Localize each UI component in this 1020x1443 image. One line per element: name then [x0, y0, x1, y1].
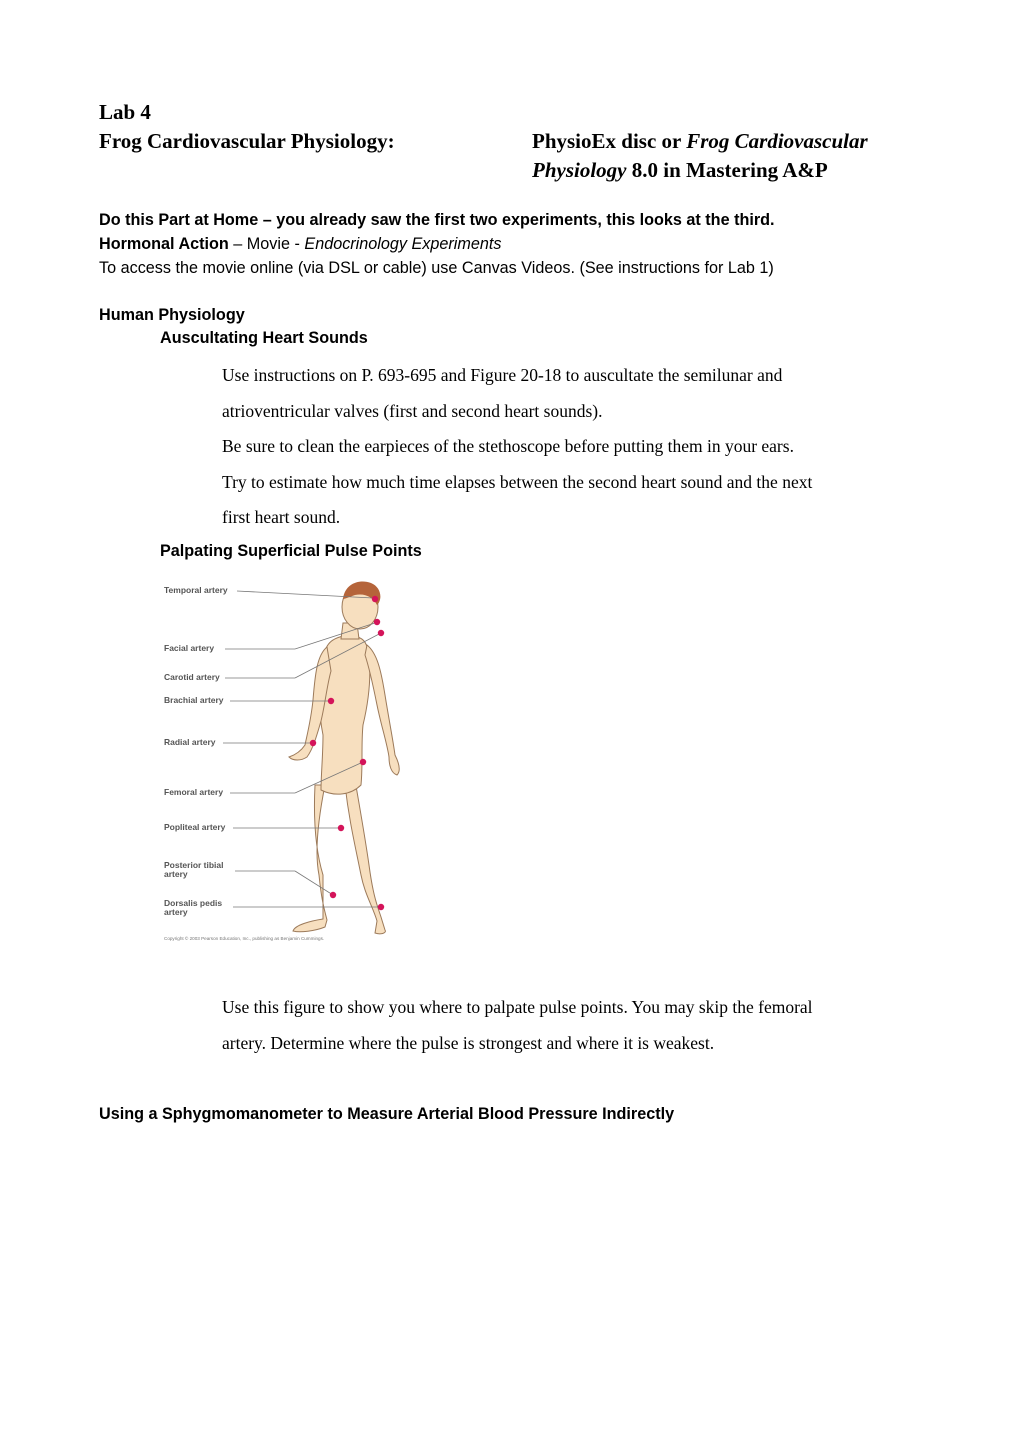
auscultating-line: Be sure to clean the earpieces of the stethoscope before putting them in your ears.	[222, 436, 794, 456]
label-dorsalis-pedis-line-2: artery	[164, 907, 188, 917]
access-instructions: To access the movie online (via DSL or cable) use Canvas Videos. (See instructions for Lab 1)	[99, 259, 774, 277]
label-carotid-artery: Carotid artery	[164, 672, 220, 682]
figure-caption	[222, 990, 952, 1061]
pulse-points-figure	[155, 575, 455, 950]
posterior-tibial-leader-2	[295, 871, 333, 895]
label-temporal-artery: Temporal artery	[164, 585, 228, 595]
right-arm	[365, 645, 399, 775]
dorsalis-pedis-pulse-point	[378, 904, 384, 910]
carotid-pulse-point	[378, 630, 384, 636]
femoral-pulse-point	[360, 759, 366, 765]
caption-line: Use this figure to show you where to palpate pulse points. You may skip the femoral	[222, 997, 813, 1017]
radial-pulse-point	[310, 740, 316, 746]
left-leg	[293, 785, 327, 932]
palpating-heading: Palpating Superficial Pulse Points	[160, 542, 422, 560]
auscultating-heading: Auscultating Heart Sounds	[160, 329, 368, 347]
auscultating-line: atrioventricular valves (first and second heart sounds).	[222, 400, 603, 421]
sphygmomanometer-heading: Using a Sphygmomanometer to Measure Arterial Blood Pressure Indirectly	[99, 1105, 675, 1123]
resource-italic-2: Physiology	[532, 158, 627, 182]
human-physiology-heading: Human Physiology	[99, 306, 245, 324]
hormonal-action-label: Hormonal Action	[99, 235, 229, 253]
auscultating-line: Try to estimate how much time elapses between the second heart sound and the next	[222, 471, 813, 492]
label-dorsalis-pedis-artery	[164, 899, 222, 917]
body-illustration	[155, 575, 455, 950]
label-femoral-artery: Femoral artery	[164, 787, 224, 797]
resource-italic: Frog Cardiovascular	[686, 129, 868, 153]
facial-pulse-point	[374, 619, 380, 625]
brachial-pulse-point	[328, 698, 334, 704]
auscultating-paragraph	[222, 358, 942, 536]
label-facial-artery: Facial artery	[164, 643, 215, 653]
home-instruction: Do this Part at Home – you already saw the first two experiments, this looks at the third.	[99, 211, 775, 229]
popliteal-pulse-point	[338, 825, 344, 831]
lab-number: Lab 4	[99, 100, 151, 124]
resource-suffix: 8.0 in Mastering A&P	[626, 158, 828, 182]
caption-line: artery. Determine where the pulse is strongest and where it is weakest.	[222, 1032, 715, 1053]
figure-copyright: Copyright © 2003 Pearson Education, Inc., publishing as Benjamin Cummings.	[164, 936, 325, 941]
right-leg	[345, 780, 385, 934]
resource-line-2	[532, 156, 828, 185]
resource-line-1	[532, 127, 952, 156]
hormonal-action-line	[99, 235, 501, 254]
movie-title: Endocrinology Experiments	[304, 235, 502, 253]
label-posterior-tibial-artery	[164, 861, 224, 879]
label-popliteal-artery: Popliteal artery	[164, 822, 226, 832]
label-brachial-artery: Brachial artery	[164, 695, 224, 705]
label-dorsalis-pedis-line-1: Dorsalis pedis	[164, 898, 223, 908]
temporal-pulse-point	[372, 596, 378, 602]
page-title: Frog Cardiovascular Physiology:	[99, 129, 395, 153]
movie-prefix: – Movie -	[228, 235, 305, 253]
label-radial-artery: Radial artery	[164, 737, 216, 747]
label-posterior-tibial-line-2: artery	[164, 869, 188, 879]
posterior-tibial-pulse-point	[330, 892, 336, 898]
auscultating-line: first heart sound.	[222, 507, 341, 527]
resource-prefix: PhysioEx disc or	[532, 129, 687, 153]
auscultating-line: Use instructions on P. 693-695 and Figure 20-18 to auscultate the semilunar and	[222, 365, 783, 385]
label-posterior-tibial-line-1: Posterior tibial	[164, 860, 224, 870]
